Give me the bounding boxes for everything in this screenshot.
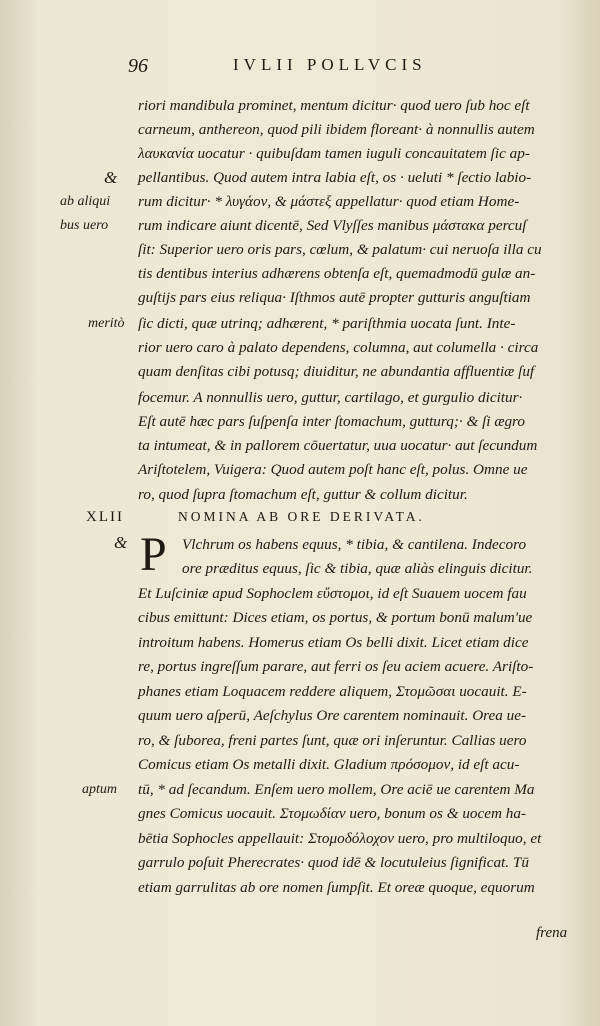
margin-ampersand: & <box>114 533 128 552</box>
text-line: focemur. A nonnullis uero, guttur, cartilago, et gurgulio dicitur· <box>138 389 523 406</box>
text-line: ro, & ſuborea, freni partes ſunt, quæ ori inſeruntur. Callias uero <box>138 732 527 749</box>
text-line: Et Luſciniæ apud Sophoclem εὔστομοι, id eſt Suauem uocem fau <box>138 585 527 602</box>
text-line: Ariſtotelem, Vuigera: Quod autem poſt hanc eſt, polus. Omne ue <box>138 461 528 478</box>
text-line: introitum habens. Homerus etiam Os belli dixit. Licet etiam dice <box>138 634 529 651</box>
page-header <box>128 55 528 83</box>
margin-note: meritò <box>88 316 125 331</box>
text-line: quum uero aſperū, Aeſchylus Ore carentem nominauit. Orea ue- <box>138 707 527 724</box>
text-line: quam denſitas cibi potusq; diuiditur, ne abundantia affluentiæ ſuf <box>138 363 535 380</box>
text-line: tū, * ad ſecandum. Enſem uero mollem, Ore aciē ue carentem Ma <box>138 781 535 798</box>
text-line: gnes Comicus uocauit. Στομωδίαν uero, bonum os & uocem ha- <box>138 805 527 822</box>
text-line: λαυκανία uocatur · quibuſdam tamen iuguli concauitatem ſic ap- <box>138 145 530 162</box>
running-title: IVLII POLLVCIS <box>233 55 427 74</box>
text-line: ſit: Superior uero oris pars, cœlum, & palatum· cui neruoſa illa cu <box>138 241 542 258</box>
catchword: frena <box>536 925 568 941</box>
text-line: Comicus etiam Os metalli dixit. Gladium πρόσομον, id eſt acu- <box>138 756 520 773</box>
text-line: rior uero caro à palato dependens, columna, aut columella · circa <box>138 339 539 356</box>
text-line: tis dentibus interius adhærens obtenſa eſt, quemadmodū gulæ an- <box>138 265 536 282</box>
drop-capital: P <box>140 528 167 581</box>
text-line: ta intumeat, & in pallorem cōuertatur, uua uocatur· aut ſecundum <box>138 437 538 454</box>
text-line: Vlchrum os habens equus, * tibia, & cantilena. Indecoro <box>182 536 527 553</box>
text-line: etiam garrulitas ab ore nomen ſumpſit. Et oreæ quoque, equorum <box>138 879 535 896</box>
text-line: ro, quod ſupra ſtomachum eſt, guttur & collum dicitur. <box>138 486 468 503</box>
text-line: rum dicitur· * λυγάον, & μάστεξ appellatur· quod etiam Home- <box>138 193 520 210</box>
text-line: rum indicare aiunt dicentē, Sed Vlyſſes manibus μάστακα percuſ <box>138 217 527 234</box>
page-number: 96 <box>128 55 148 77</box>
text-line: riori mandibula prominet, mentum dicitur· quod uero ſub hoc eſt <box>138 97 530 114</box>
text-line: pellantibus. Quod autem intra labia eſt, os · ueluti * ſectio labio- <box>138 169 532 186</box>
text-line: bētia Sophocles appellauit: Στομοδόλοχον uero, pro multiloquo, et <box>138 830 542 847</box>
section-number: XLII <box>86 509 124 525</box>
text-line: garrulo poſuit Pherecrates· quod idē & locutuleius ſignificat. Tū <box>138 854 529 871</box>
margin-note: bus uero <box>60 218 109 233</box>
text-line: ore præditus equus, ſic & tibia, quæ aliàs elinguis dicitur. <box>182 560 533 577</box>
text-line: re, portus ingreſſum parare, aut ferri os ſeu aciem acuere. Ariſto- <box>138 658 534 675</box>
margin-note: aptum <box>82 782 117 797</box>
margin-note: ab aliqui <box>60 194 111 209</box>
text-line: guſtijs pars eius reliqua· Iſthmos autē propter gutturis anguſtiam <box>138 289 531 306</box>
text-line: Eſt autē hæc pars ſuſpenſa inter ſtomachum, gutturq;· & ſi ægro <box>138 413 525 430</box>
text-line: cibus emittunt: Dices etiam, os portus, & portum bonū malum'ue <box>138 609 533 626</box>
text-line: phanes etiam Loquacem reddere aliquem, Στομῶσαι uocauit. E- <box>138 683 527 700</box>
section-title: NOMINA AB ORE DERIVATA. <box>178 509 425 524</box>
text-line: carneum, anthereon, quod pili ibidem floreant· à nonnullis autem <box>138 121 535 138</box>
text-line: ſic dicti, quæ utrinq; adhærent, * pariſthmia uocata ſunt. Inte- <box>138 315 516 332</box>
margin-ampersand: & <box>104 168 118 187</box>
